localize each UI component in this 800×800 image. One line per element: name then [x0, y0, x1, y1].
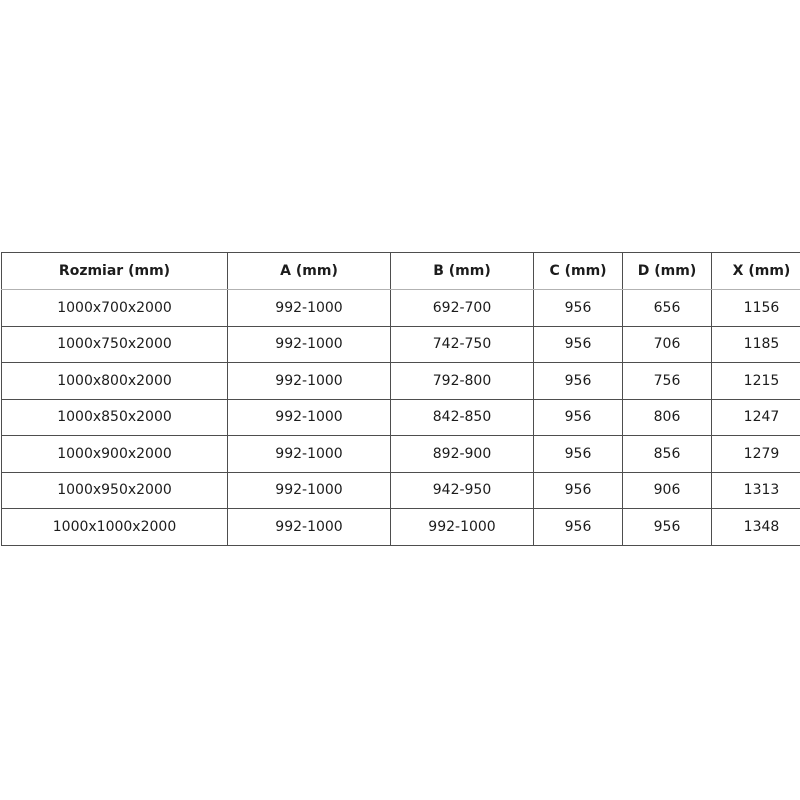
table-cell: 992-1000: [228, 326, 391, 363]
table-cell: 1313: [712, 472, 800, 509]
table-row: [2, 472, 800, 509]
table-row: [2, 290, 800, 327]
table-cell: 806: [623, 399, 712, 436]
table-cell: 956: [623, 509, 712, 546]
table-cell: 706: [623, 326, 712, 363]
table-cell: 956: [534, 399, 623, 436]
column-header-x: X (mm): [712, 253, 800, 290]
table-cell: 792-800: [391, 363, 534, 400]
table-cell: 742-750: [391, 326, 534, 363]
table-cell: 856: [623, 436, 712, 473]
table-row: [2, 326, 800, 363]
table-cell: 956: [534, 509, 623, 546]
table-cell: 942-950: [391, 472, 534, 509]
table-cell: 1156: [712, 290, 800, 327]
table-cell: 992-1000: [228, 399, 391, 436]
table-cell: 692-700: [391, 290, 534, 327]
table-cell: 656: [623, 290, 712, 327]
column-header-c: C (mm): [534, 253, 623, 290]
table-cell: 1279: [712, 436, 800, 473]
table-row: [2, 399, 800, 436]
column-header-a: A (mm): [228, 253, 391, 290]
table-row: [2, 363, 800, 400]
table-cell: 1348: [712, 509, 800, 546]
table-cell: 892-900: [391, 436, 534, 473]
size-table-container: [1, 252, 800, 546]
table-cell: 1000x900x2000: [2, 436, 228, 473]
table-cell: 956: [534, 290, 623, 327]
table-cell: 992-1000: [228, 363, 391, 400]
table-cell: 1247: [712, 399, 800, 436]
table-cell: 992-1000: [391, 509, 534, 546]
table-cell: 906: [623, 472, 712, 509]
table-cell: 956: [534, 436, 623, 473]
table-cell: 992-1000: [228, 290, 391, 327]
header-row: [2, 253, 800, 290]
table-cell: 956: [534, 472, 623, 509]
table-cell: 1000x800x2000: [2, 363, 228, 400]
table-cell: 992-1000: [228, 436, 391, 473]
table-cell: 992-1000: [228, 509, 391, 546]
table-cell: 1185: [712, 326, 800, 363]
table-cell: 842-850: [391, 399, 534, 436]
table-cell: 1000x700x2000: [2, 290, 228, 327]
table-cell: 1000x950x2000: [2, 472, 228, 509]
table-cell: 992-1000: [228, 472, 391, 509]
table-cell: 956: [534, 326, 623, 363]
column-header-d: D (mm): [623, 253, 712, 290]
table-row: [2, 509, 800, 546]
table-cell: 756: [623, 363, 712, 400]
size-spec-table: [1, 252, 800, 546]
table-row: [2, 436, 800, 473]
table-cell: 956: [534, 363, 623, 400]
table-cell: 1215: [712, 363, 800, 400]
column-header-rozmiar: Rozmiar (mm): [2, 253, 228, 290]
column-header-b: B (mm): [391, 253, 534, 290]
table-cell: 1000x850x2000: [2, 399, 228, 436]
table-cell: 1000x750x2000: [2, 326, 228, 363]
table-cell: 1000x1000x2000: [2, 509, 228, 546]
